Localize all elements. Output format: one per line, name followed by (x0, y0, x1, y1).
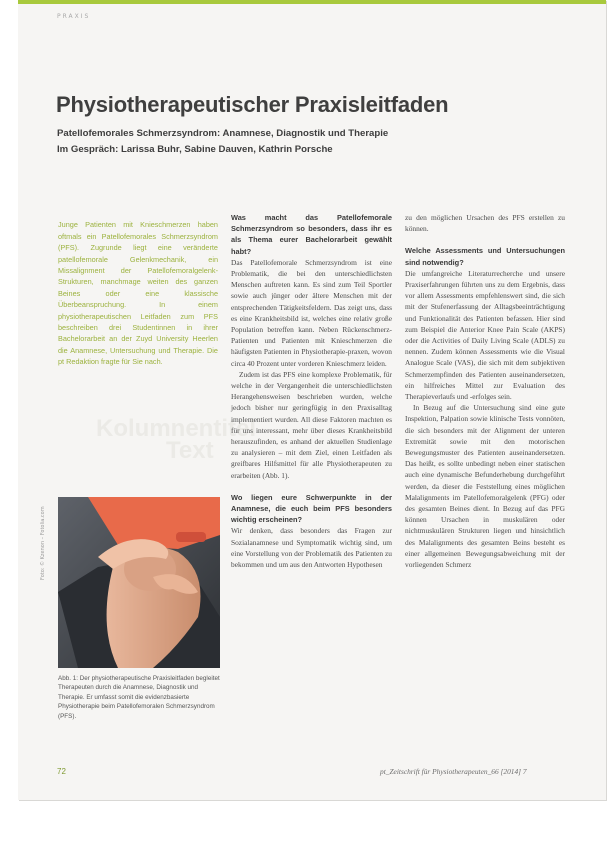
answer-paragraph: Zudem ist das PFS eine komplexe Problematik, für welche in der Vergangenheit die unterschiedlichsten Herangehensweisen beschrieben wurden, welche jedoch bisher nur geringfügig in den Praxisalltag implementiert wurden. All diese Faktoren machten es für uns interessant, mehr über dieses Krankheitsbild herauszufinden, es anhand der aktuellen Studienlage zu analysieren – mit dem Ziel, einen Leitfaden als greifbares Hilfsmittel für alle Physiotherapeuten zu erarbeiten (Abb. 1). (231, 369, 392, 480)
answer-paragraph: Das Patellofemorale Schmerzsyndrom ist eine Problematik, die bei den unterschiedlichsten Menschen auftreten kann. Es sind zum Teil Sportler sowie auch jünger oder ältere Menschen mit der entsprechenden Tätigkeitsfeldern. Das zeigt uns, dass es eine Krankheitsbild ist, welches eine relativ große Population betreffen kann. Neben Rückenschmerz-Patienten und Patienten mit Knieschmerzen die häufigsten Patienten in Physiotherapie-praxen, wovon circa 40 Prozent unter vorderen Knieschmerz leiden. (231, 257, 392, 368)
journal-footer: pt_Zeitschrift für Physiotherapeuten_66 [2014] 7 (380, 767, 527, 776)
article-subtitle (57, 126, 388, 158)
column-1 (58, 212, 218, 375)
question-heading: Wo liegen eure Schwerpunkte in der Anamnese, die euch beim PFS besonders wichtig erscheinen? (231, 492, 392, 525)
page-number: 72 (57, 767, 66, 776)
subtitle-line: Patellofemorales Schmerzsyndrom: Anamnese, Diagnostik und Therapie (57, 128, 389, 139)
figure-caption: Abb. 1: Der physiotherapeutische Praxisleitfaden begleitet Therapeuten durch die Anamnese, Diagnostik und Therapie. Er umfasst somit die evidenzbasierte Physiotherapie beim Patellofemoralen Schmerzsyndrom (PFS). (58, 675, 220, 720)
photo-credit: Foto: © Kzenon – Fotolia.com (40, 506, 46, 580)
accent-bar (18, 0, 606, 4)
question-heading: Was macht das Patellofemorale Schmerzsyndrom so besonders, dass ihr es als Thema eurer Bachelorarbeit gewählt habt? (231, 213, 392, 256)
section-label: PRAXIS (57, 13, 91, 20)
intro-paragraph: Junge Patienten mit Knieschmerzen haben oftmals ein Patellofemorales Schmerzsyndrom (PFS). Zugrunde liegt eine veränderte patellofemorale Gelenkmechanik, ein Missalignment der Patellofemoralgelenk-Strukturen, manchmage weiten des ganzen Beines oder eine klassische Überbeanspruchung. In einem physiotherapeutischen Leitfaden zum PFS beschreiben drei Studentinnen in ihrer Bachelorarbeit an der Zuyd University Heerlen die Anamnese, Untersuchung und Therapie. Die pt Redaktion fragte für Sie nach. (58, 220, 218, 367)
column-2 (231, 212, 392, 570)
article-title: Physiotherapeutischer Praxisleitfaden (56, 92, 449, 117)
answer-paragraph: Wir denken, dass besonders das Fragen zur Sozialanamnese und Symptomatik wichtig sind, um eine Vorstellung von der Problematik des Patienten zu bekommen und um aus den Antworten Hypothesen (231, 526, 392, 570)
knee-photo-illustration (58, 497, 220, 668)
watermark-text: Kolumnentitel Text (96, 415, 256, 464)
answer-paragraph: In Bezug auf die Untersuchung sind eine gute Inspektion, Palpation sowie klinische Tests vonnöten, die sich besonders mit der Alignment der unteren Extremität sowie mit den motorischen Bewegungsmuster des Patienten auseinandersetzen. Das heißt, es sollte unbedingt neben einer statischen auch eine dynamische Befunderhebung durchgeführt werden, da dieser die Feststellung eines möglichen Malalignments im Patellofemoralgelenk (PFG) oder des gesamten Beines dient. In Bezug auf das PFG können Ursachen in muskulären oder nichtmuskulären Strukturen liegen und hinsichtlich des Malalignments des gesamten Beins besteht es einer allgemeinen Bewegungsabweichung mit der vorliegenden Schmerz (405, 403, 565, 570)
answer-paragraph: Die umfangreiche Literaturrecherche und unsere Praxiserfahrungen führten uns zu dem Ergebnis, dass vor allem Assessments empfehlenswert sind, die sich mit der Stufenerfassung der Alltagsbeeinträchtigung und Funktionalität des Patienten befassen. Hier sind zum Beispiel die Anterior Knee Pain Scale (AKPS) oder die Activities of Daily Living Scale (ADLS) zu nennen. Zudem können Assessments wie die Visual Analogue Scale (VAS), die sich mit dem subjektiven Schmerzempfinden des Patienten auseinandersetzen, ein hilfreiches Mittel zur Evaluation des Therapieverlaufs und -erfolges sein. (405, 268, 565, 402)
answer-paragraph: zu den möglichen Ursachen des PFS erstellen zu können. (405, 213, 565, 234)
column-3 (405, 212, 565, 570)
question-heading: Welche Assessments und Untersuchungen sind notwendig? (405, 246, 565, 267)
interview-line: Im Gespräch: Larissa Buhr, Sabine Dauven, Kathrin Porsche (57, 144, 333, 155)
knee-photo (58, 497, 220, 668)
